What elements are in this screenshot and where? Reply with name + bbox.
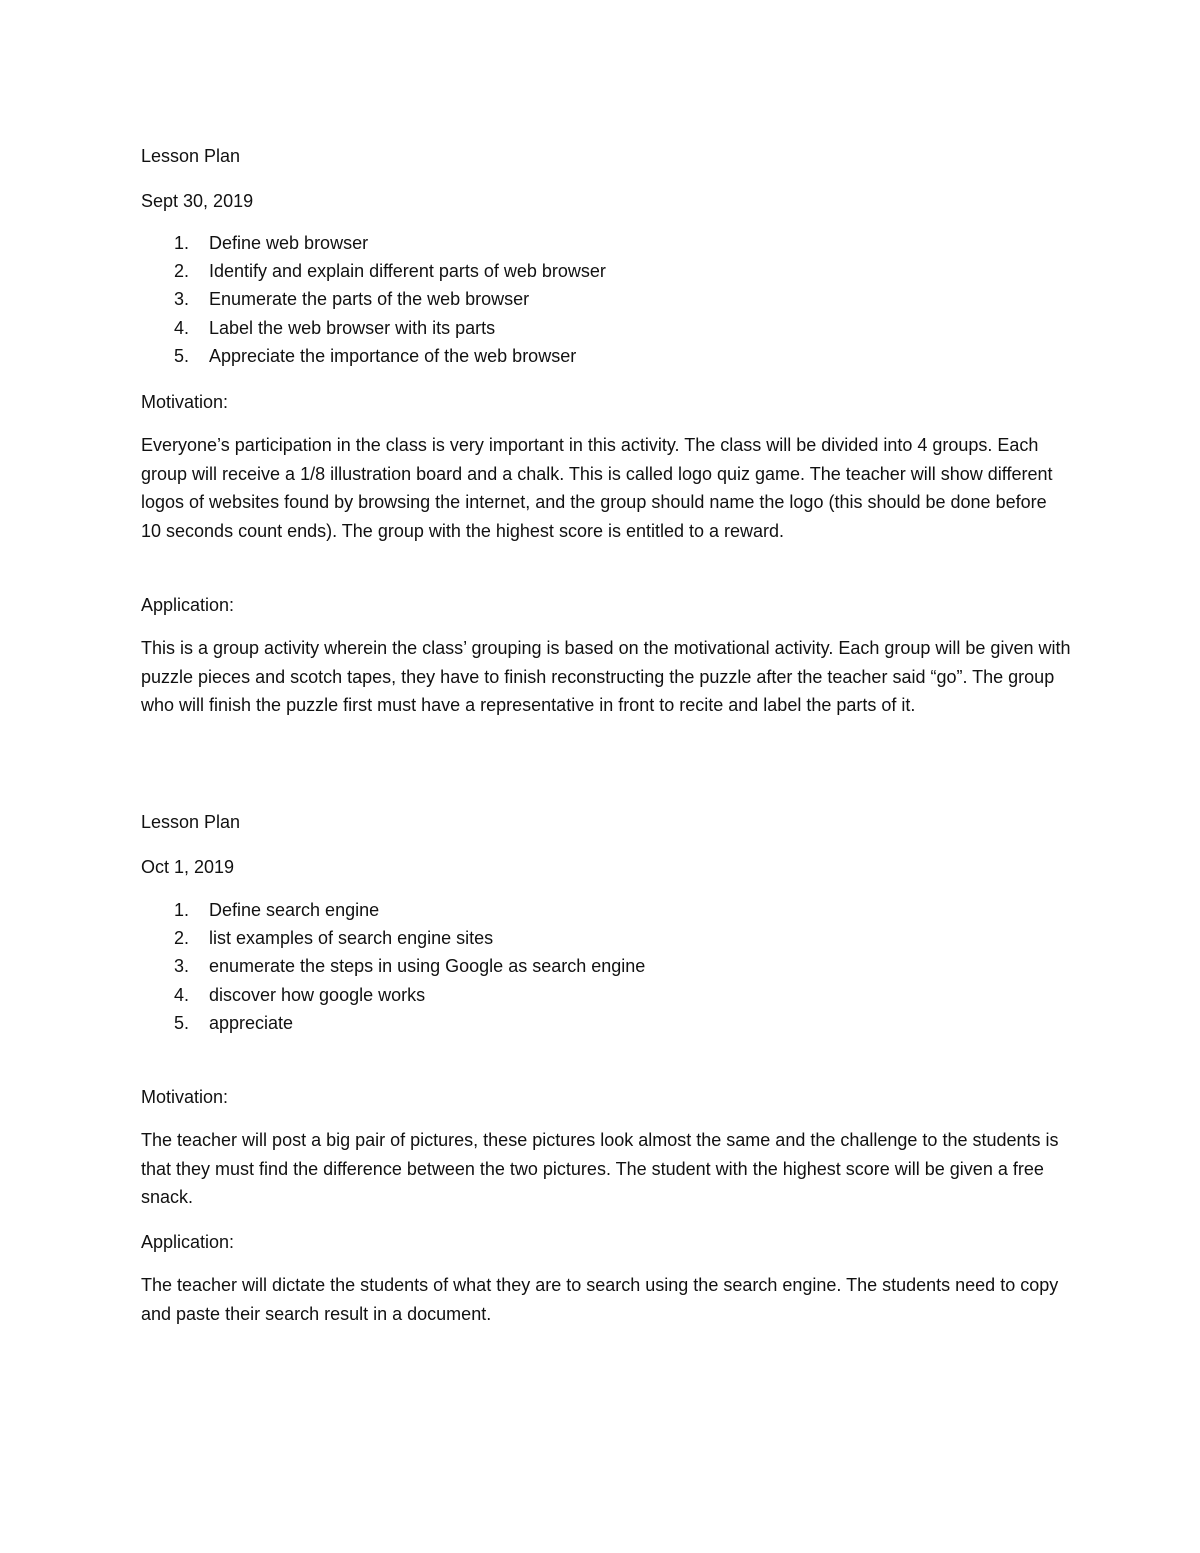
list-item <box>141 285 606 313</box>
list-item <box>141 257 606 285</box>
list-number: 1. <box>174 233 190 253</box>
lesson-plan-date: Sept 30, 2019 <box>141 191 254 211</box>
objectives-list <box>141 896 645 1037</box>
application-paragraph: This is a group activity wherein the class’ grouping is based on the motivational activity. Each group will be given with puzzle pieces and scotch tapes, they have to finish reconstructing the puzzle after the teacher said “go”. The group who will finish the puzzle first must have a representative in front to recite and label the parts of it. <box>141 638 1071 715</box>
application-heading: Application: <box>141 1232 235 1252</box>
objectives-list <box>141 229 606 370</box>
objective-text: Define search engine <box>209 900 380 920</box>
objective-text: enumerate the steps in using Google as search engine <box>209 956 646 977</box>
list-number: 2. <box>174 928 190 949</box>
motivation-heading: Motivation: <box>141 392 229 412</box>
list-item <box>141 229 606 257</box>
list-item <box>141 952 645 980</box>
list-number: 2. <box>174 261 190 282</box>
objective-text: Define web browser <box>209 233 369 253</box>
list-item <box>141 981 645 1009</box>
objective-text: Identify and explain different parts of web browser <box>209 261 606 282</box>
list-number: 4. <box>174 984 190 1005</box>
list-number: 5. <box>174 1012 190 1033</box>
list-number: 1. <box>174 900 190 920</box>
lesson-plan-title: Lesson Plan <box>141 812 241 832</box>
list-item <box>141 314 606 342</box>
list-number: 3. <box>174 289 190 310</box>
application-heading: Application: <box>141 595 235 615</box>
list-item <box>141 342 606 370</box>
objective-text: list examples of search engine sites <box>209 928 494 949</box>
objective-text: Appreciate the importance of the web browser <box>209 345 577 366</box>
lesson-plan-date: Oct 1, 2019 <box>141 857 235 877</box>
objective-text: discover how google works <box>209 984 426 1005</box>
list-item <box>141 1009 645 1037</box>
list-number: 5. <box>174 345 190 366</box>
objective-text: appreciate <box>209 1012 294 1033</box>
list-number: 4. <box>174 317 190 338</box>
motivation-paragraph: Everyone’s participation in the class is very important in this activity. The class will be divided into 4 groups. Each group will receive a 1/8 illustration board and a chalk. This is called logo quiz game. The teacher will show different logos of websites found by browsing the internet, and the group should name the logo (this should be done before 10 seconds count ends). The group with the highest score is entitled to a reward. <box>141 435 1053 541</box>
list-number: 3. <box>174 956 190 977</box>
lesson-plan-title: Lesson Plan <box>141 146 241 166</box>
list-item <box>141 924 645 952</box>
motivation-heading: Motivation: <box>141 1087 229 1107</box>
motivation-paragraph: The teacher will post a big pair of pictures, these pictures look almost the same and the challenge to the students is that they must find the difference between the two pictures. The student with the highest score will be given a free snack. <box>141 1130 1059 1207</box>
application-paragraph: The teacher will dictate the students of what they are to search using the search engine. The students need to copy and paste their search result in a document. <box>141 1275 1059 1324</box>
objective-text: Enumerate the parts of the web browser <box>209 289 530 310</box>
list-item <box>141 896 645 924</box>
objective-text: Label the web browser with its parts <box>209 317 496 338</box>
